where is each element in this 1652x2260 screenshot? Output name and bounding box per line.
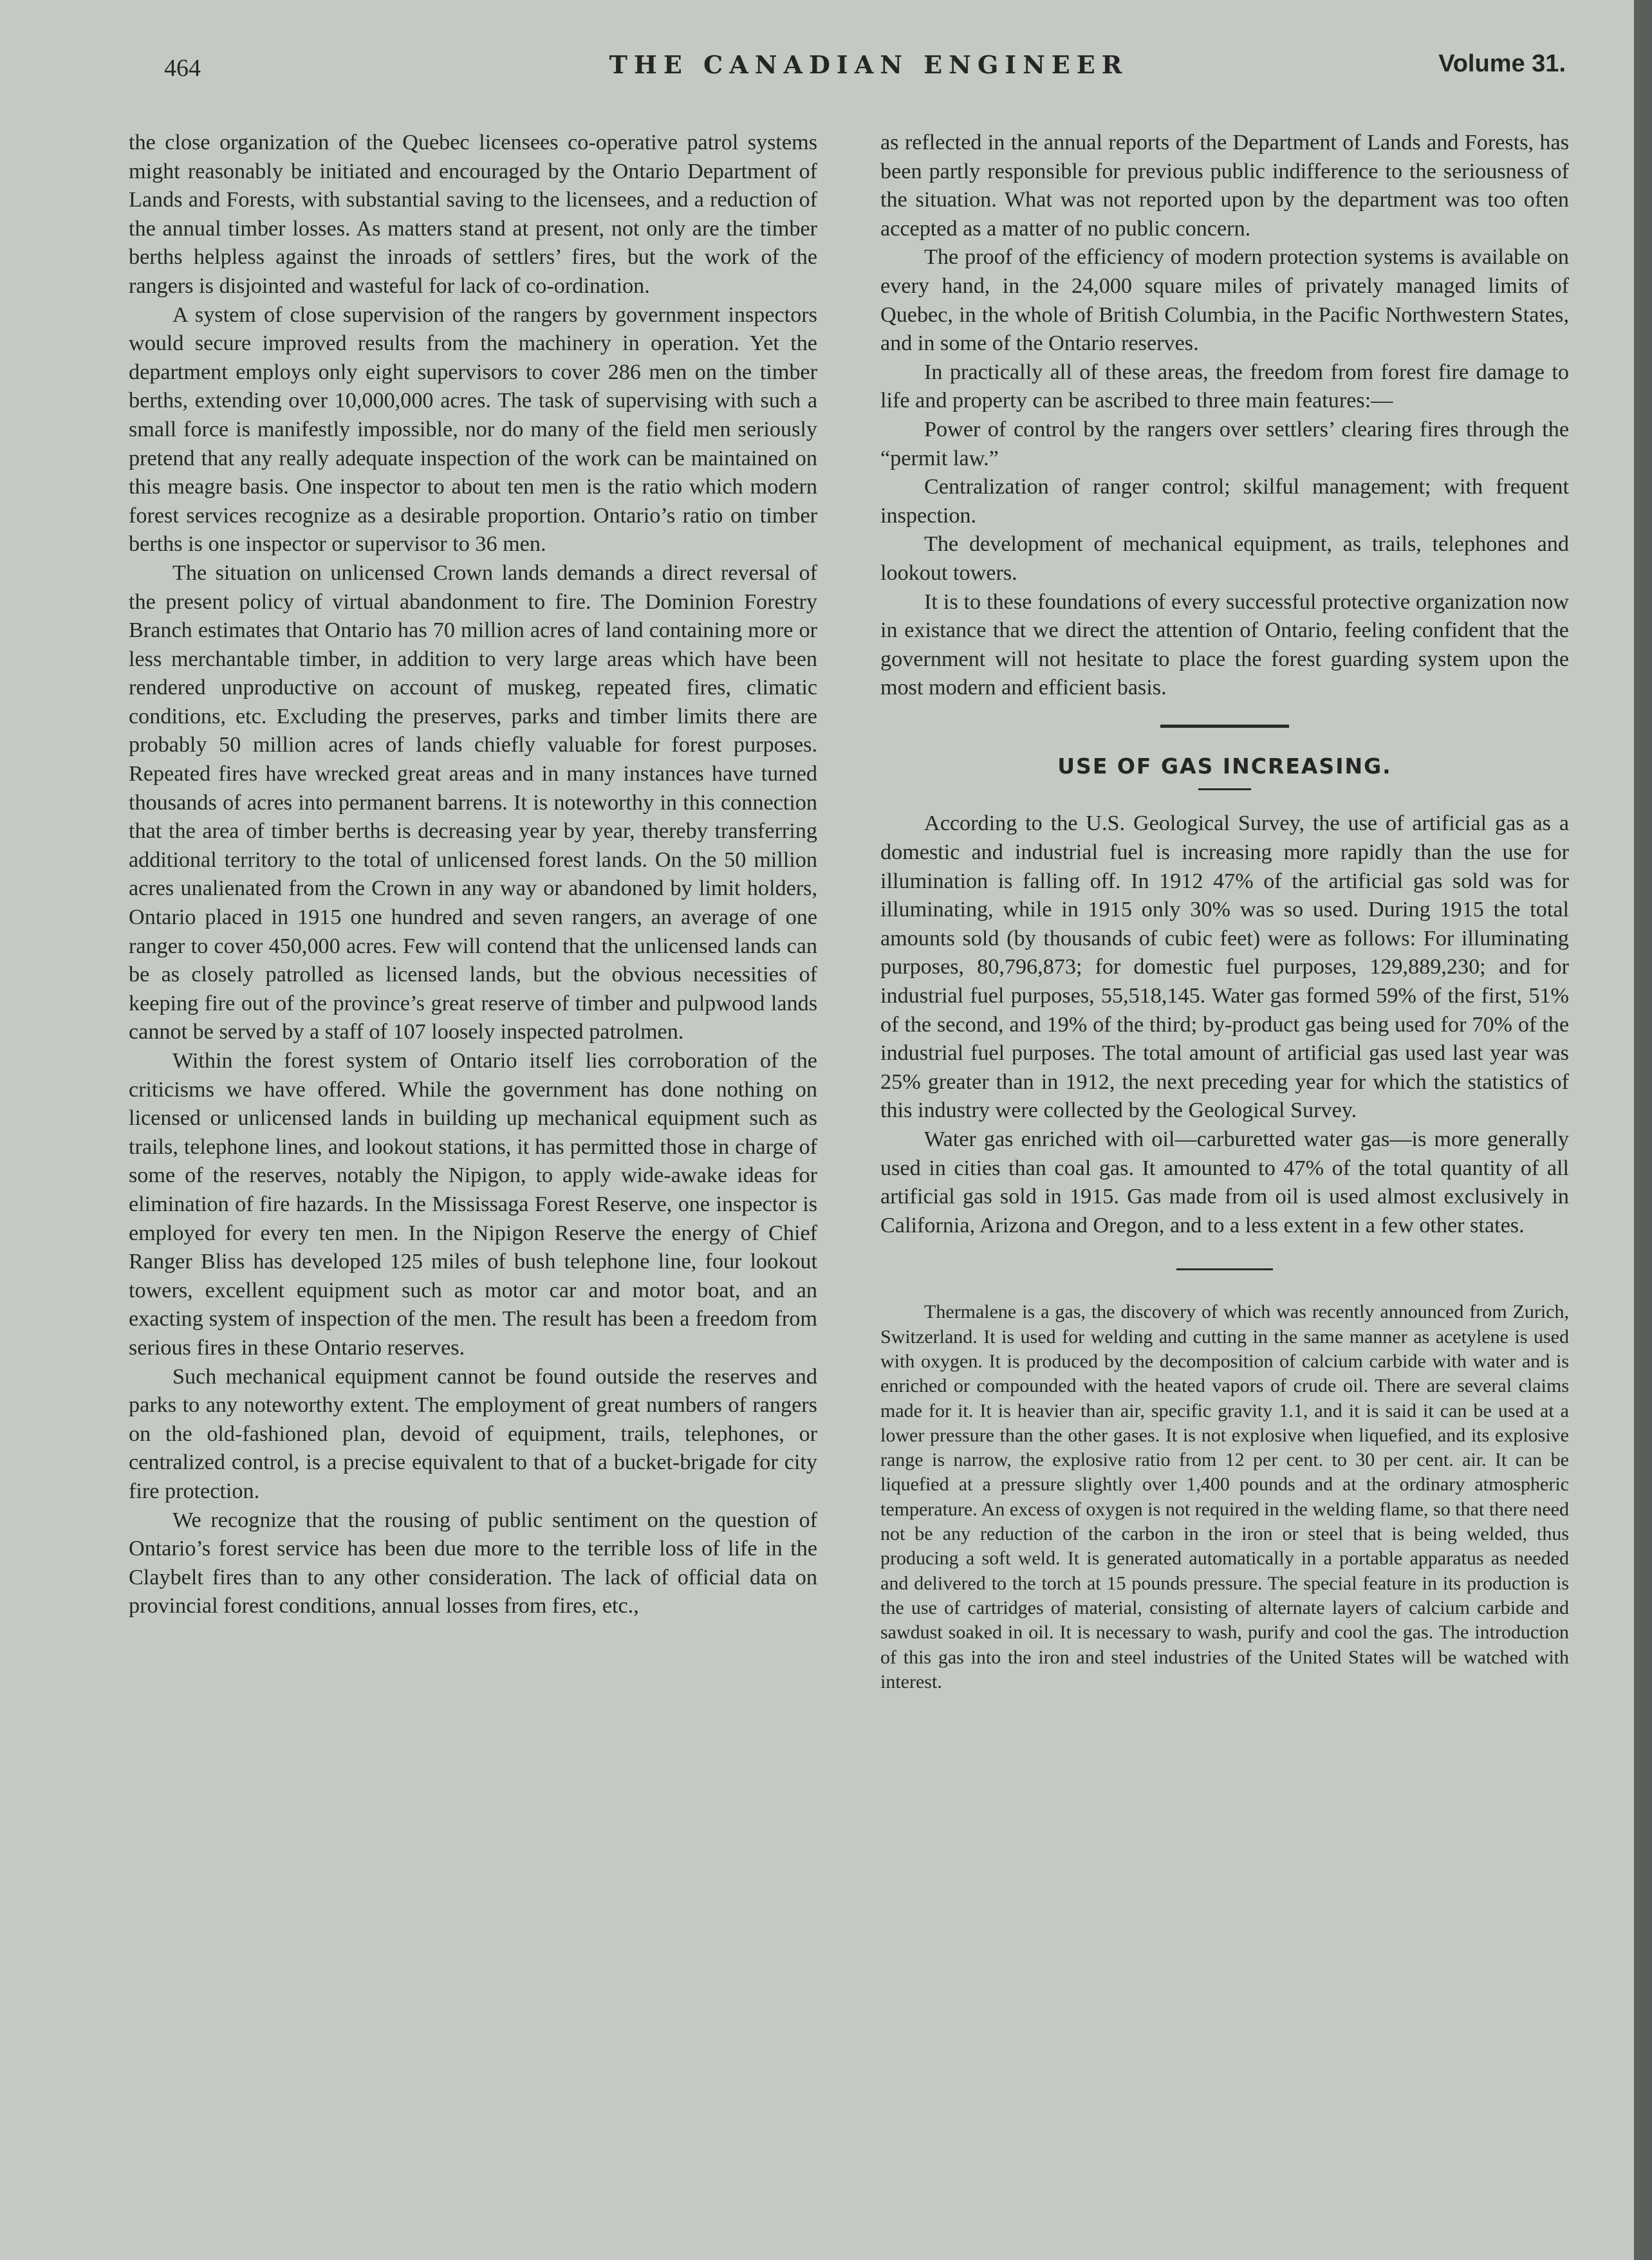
section-divider — [1160, 725, 1289, 728]
note-divider — [1176, 1268, 1273, 1270]
paragraph: It is to these foundations of every successful protective organization now in existance that we direct the attention of Ontario, feeling confident that the government will not hesitate to place the forest guarding system upon the most modern and efficient basis. — [880, 589, 1569, 700]
note-paragraph: Thermalene is a gas, the discovery of which was recently announced from Zurich, Switzerland. It is used for welding and cutting in the same manner as acetylene is used with oxygen. It is produced by the decomposition of calcium carbide with water and is enriched or compounded with the heated vapors of crude oil. There are several claims made for it. It is heavier than air, specific gravity 1.1, and it is said it can be used at a lower pressure than the other gases. It is not explosive when liquefied, and its explosive range is narrow, the explosive ratio from 12 per cent. to 30 per cent. air. It can be liquefied at a pressure slightly over 1,400 pounds and at the ordinary atmospheric temperature. An excess of oxygen is not required in the welding flame, so that there need not be any reduction of the carbon in the iron or steel that is being welded, thus producing a soft weld. It is generated automatically in a portable apparatus as needed and delivered to the torch at 15 pounds pressure. The special feature in its production is the use of cartridges of material, consisting of alternate layers of calcium carbide and sawdust soaked in oil. It is necessary to wash, purify and cool the gas. The introduction of this gas into the iron and steel industries of the United States will be watched with interest. — [880, 1301, 1569, 1692]
paragraph: According to the U.S. Geological Survey, the use of artificial gas as a domestic and industrial fuel is increasing more rapidly than the use for illumination is falling off. In 1912 47% of the artificial gas sold was for illuminating, while in 1915 only 30% was so used. During 1915 the total amounts sold (by thousands of cubic feet) were as follows: For illuminating purposes, 80,796,873; for domestic fuel purposes, 129,889,230; and for industrial fuel purposes, 55,518,145. Water gas formed 59% of the first, 51% of the second, and 19% of the third; by-product gas being used for 70% of the industrial fuel purposes. The total amount of artificial gas used last year was 25% greater than in 1912, the next preceding year for which the statistics of this industry were collected by the Geological Survey. — [880, 811, 1569, 1123]
paragraph: Centralization of ranger control; skilful management; with frequent inspection. — [880, 475, 1569, 528]
running-header — [164, 50, 1573, 89]
paragraph: Within the forest system of Ontario itself lies corroboration of the criticisms we have offered. While the government has done nothing on licensed or unlicensed lands in building up mechanical equipment such as trails, telephone lines, and lookout stations, it has permitted those in charge of some of the reserves, notably the Nipigon, to apply wide-awake ideas for elimination of fire hazards. In the Mississaga Forest Reserve, one inspector is employed for every ten men. In the Nipigon Reserve the energy of Chief Ranger Bliss has developed 125 miles of bush telephone line, four lookout towers, excellent equipment such as motor car and motor boat, and an exacting system of inspection of the men. The result has been a freedom from serious fires in these Ontario reserves. — [129, 1049, 817, 1360]
paragraph: as reflected in the annual reports of the Department of Lands and Forests, has been partly responsible for previous public indifference to the seriousness of the situation. What was not reported upon by the department was too often accepted as a matter of no public concern. — [880, 131, 1569, 241]
page-number: 464 — [164, 55, 201, 82]
paragraph: A system of close supervision of the rangers by government inspectors would secure improved results from the machinery in operation. Yet the department employs only eight supervisors to cover 286 men on the timber berths, extending over 10,000,000 acres. The task of supervising with such a small force is manifestly impossible, nor do many of the field men seriously pretend that any really adequate inspection of the work can be maintained on this meagre basis. One inspector to about ten men is the ratio which modern forest services recognize as a desirable proportion. Ontario’s ratio on timber berths is one inspector or supervisor to 36 men. — [129, 302, 817, 557]
paragraph: In practically all of these areas, the freedom from forest fire damage to life and property can be ascribed to three main features:— — [880, 360, 1569, 413]
paragraph: The development of mechanical equipment, as trails, telephones and lookout towers. — [880, 532, 1569, 585]
right-column — [880, 129, 1569, 1694]
paragraph: The situation on unlicensed Crown lands demands a direct reversal of the present policy of virtual abandonment to fire. The Dominion Forestry Branch estimates that Ontario has 70 million acres of land containing more or less merchantable timber, in addition to very large areas which have been rendered unproductive on account of muskeg, repeated fires, climatic conditions, etc. Excluding the preserves, parks and timber limits there are probably 50 million acres of lands chiefly valuable for forest purposes. Repeated fires have wrecked great areas and in many instances have turned thousands of acres into permanent barrens. It is noteworthy in this connection that the area of timber berths is decreasing year by year, thereby transferring additional territory to the total of unlicensed forest lands. On the 50 million acres unalienated from the Crown in any way or abandoned by limit holders, Ontario placed in 1915 one hundred and seven rangers, an average of one ranger to cover 450,000 acres. Few will contend that the unlicensed lands can be as closely patrolled as licensed lands, but the obvious necessities of keeping fire out of the province’s great reserve of timber and pulpwood lands cannot be served by a staff of 107 loosely inspected patrolmen. — [129, 560, 817, 1044]
volume-label: Volume 31. — [1438, 50, 1566, 77]
journal-title: THE CANADIAN ENGINEER — [609, 50, 1129, 79]
paragraph: Power of control by the rangers over settlers’ clearing fires through the “permit law.” — [880, 417, 1569, 470]
heading-underline — [1198, 788, 1251, 790]
left-column — [129, 129, 817, 1621]
paragraph: Such mechanical equipment cannot be found outside the reserves and parks to any noteworthy extent. The employment of great numbers of rangers on the old-fashioned plan, devoid of equipment, trails, telephones, or centralized control, is a precise equivalent to that of a bucket-brigade for city fire protection. — [129, 1364, 817, 1503]
paragraph: We recognize that the rousing of public sentiment on the question of Ontario’s forest service has been due more to the terrible loss of life in the Claybelt fires than to any other consideration. The lack of official data on provincial forest conditions, annual losses from fires, etc., — [129, 1508, 817, 1618]
paragraph: the close organization of the Quebec licensees co-operative patrol systems might reasonably be initiated and encouraged by the Ontario Department of Lands and Forests, with substantial saving to the licensees, and a reduction of the annual timber losses. As matters stand at present, not only are the timber berths helpless against the inroads of settlers’ fires, but the work of the rangers is disjointed and wasteful for lack of co-ordination. — [129, 131, 817, 298]
paragraph: Water gas enriched with oil—carburetted water gas—is more generally used in cities than coal gas. It amounted to 47% of the total quantity of all artificial gas sold in 1915. Gas made from oil is used almost exclusively in California, Arizona and Oregon, and to a less extent in a few other states. — [880, 1127, 1569, 1237]
paragraph: The proof of the efficiency of modern protection systems is available on every hand, in the 24,000 square miles of privately managed limits of Quebec, in the whole of British Columbia, in the Pacific Northwestern States, and in some of the Ontario reserves. — [880, 245, 1569, 356]
section-heading: USE OF GAS INCREASING. — [1057, 753, 1392, 779]
page-edge — [1634, 0, 1652, 2260]
